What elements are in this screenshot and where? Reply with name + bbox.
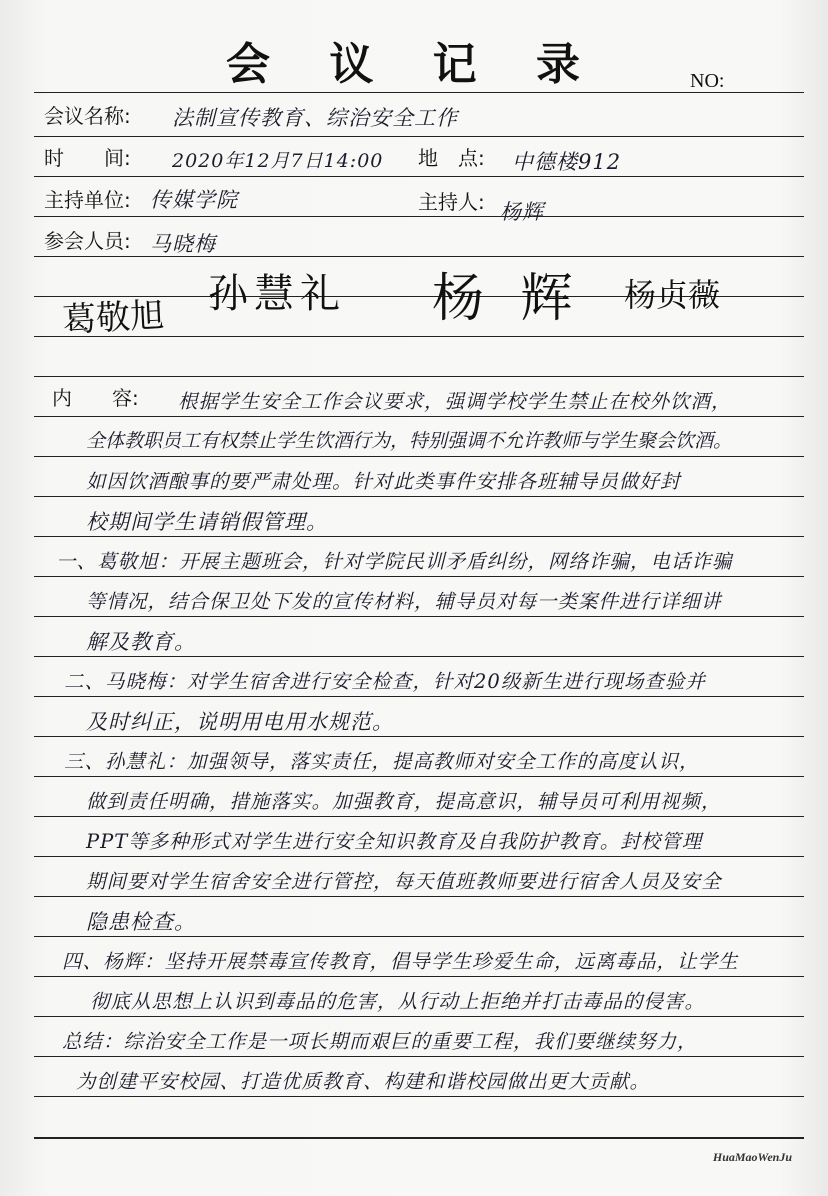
content-line: 隐患检查。 <box>86 910 196 934</box>
rule-line <box>34 936 804 937</box>
content-line: 如因饮酒酿事的要严肃处理。针对此类事件安排各班辅导员做好封 <box>86 470 681 493</box>
content-line: 四、杨辉：坚持开展禁毒宣传教育，倡导学生珍爱生命，远离毒品，让学生 <box>62 950 739 973</box>
content-line: 解及教育。 <box>86 630 196 654</box>
content-line: 彻底从思想上认识到毒品的危害，从行动上拒绝并打击毒品的侵害。 <box>90 990 706 1013</box>
host-unit-label: 主持单位: <box>44 188 131 212</box>
rule-line <box>34 976 804 977</box>
content-line: 及时纠正，说明用电用水规范。 <box>86 710 394 734</box>
signature: 葛敬旭 <box>61 295 166 341</box>
signature: 杨贞薇 <box>624 276 721 314</box>
rule-line <box>34 176 804 177</box>
host-label: 主持人: <box>418 190 485 214</box>
record-number-label: NO: <box>690 70 725 92</box>
rule-line <box>34 456 804 457</box>
rule-line <box>34 576 804 577</box>
content-line: 根据学生安全工作会议要求，强调学校学生禁止在校外饮酒， <box>178 390 732 413</box>
bottom-rule <box>34 1137 804 1139</box>
signature: 孙慧礼 <box>208 271 346 317</box>
brand-mark: HuaMaoWenJu <box>712 1150 792 1164</box>
content-line: 二、马晓梅：对学生宿舍进行安全检查，针对20级新生进行现场查验并 <box>64 670 706 693</box>
rule-line <box>34 216 804 217</box>
content-line: 总结：综治安全工作是一项长期而艰巨的重要工程，我们要继续努力， <box>62 1030 698 1053</box>
rule-line <box>34 896 804 897</box>
content-line: 全体教职员工有权禁止学生饮酒行为，特别强调不允许教师与学生聚会饮酒。 <box>86 430 733 452</box>
content-line: PPT等多种形式对学生进行安全知识教育及自我防护教育。封校管理 <box>86 830 703 853</box>
content-line: 做到责任明确，措施落实。加强教育，提高意识，辅导员可利用视频， <box>86 790 722 813</box>
time-label: 时 间: <box>44 146 131 170</box>
rule-line <box>34 1016 804 1017</box>
rule-line <box>34 376 804 377</box>
rule-line <box>34 776 804 777</box>
rule-line <box>34 496 804 497</box>
rule-line <box>34 816 804 817</box>
rule-line <box>34 136 804 137</box>
host-unit-value: 传媒学院 <box>150 188 238 212</box>
meeting-name-value: 法制宣传教育、综治安全工作 <box>172 106 458 130</box>
rule-line <box>34 616 804 617</box>
rule-line <box>34 1096 804 1097</box>
attendees-label: 参会人员: <box>44 229 131 253</box>
rule-line <box>34 92 804 93</box>
page-title: 会 议 记 录 <box>226 39 602 90</box>
rule-line <box>34 536 804 537</box>
content-line: 一、葛敬旭：开展主题班会，针对学院民训矛盾纠纷，网络诈骗，电话诈骗 <box>56 550 733 573</box>
place-label: 地 点: <box>418 146 485 170</box>
rule-line <box>34 856 804 857</box>
content-line: 为创建平安校园、打造优质教育、构建和谐校园做出更大贡献。 <box>76 1070 651 1093</box>
content-line: 校期间学生请销假管理。 <box>86 510 328 534</box>
attendee-name: 马晓梅 <box>150 232 216 256</box>
content-line: 期间要对学生宿舍安全进行管控，每天值班教师要进行宿舍人员及安全 <box>86 870 722 893</box>
rule-line <box>34 736 804 737</box>
rule-line <box>34 1056 804 1057</box>
content-line: 等情况，结合保卫处下发的宣传材料，辅导员对每一类案件进行详细讲 <box>86 590 722 613</box>
rule-line <box>34 656 804 657</box>
time-value: 2020年12月7日14:00 <box>172 150 384 172</box>
rule-line <box>34 416 804 417</box>
host-value: 杨辉 <box>500 200 544 224</box>
content-line: 三、孙慧礼：加强领导，落实责任，提高教师对安全工作的高度认识， <box>64 750 700 773</box>
rule-line <box>34 696 804 697</box>
content-label: 内 容: <box>52 386 139 410</box>
meeting-name-label: 会议名称: <box>44 104 131 128</box>
place-value: 中德楼912 <box>512 150 622 174</box>
signature: 杨 辉 <box>432 269 583 329</box>
